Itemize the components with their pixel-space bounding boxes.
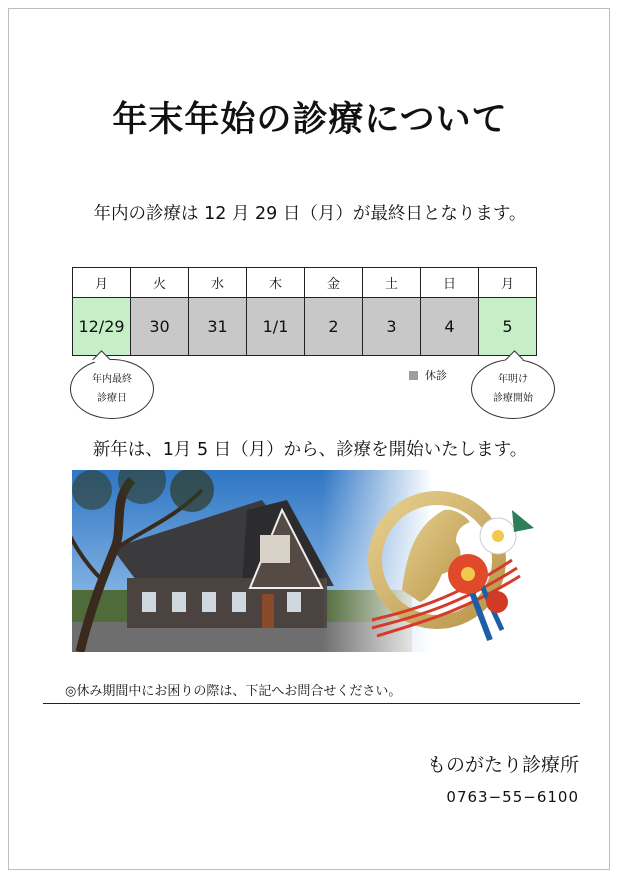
date-row bbox=[73, 298, 537, 356]
weekday-cell: 月 bbox=[73, 268, 131, 298]
weekday-cell: 月 bbox=[479, 268, 537, 298]
last-day-notice: 年内の診療は 12 月 29 日（月）が最終日となります。 bbox=[93, 204, 527, 224]
date-cell-closed: 31 bbox=[189, 298, 247, 356]
date-cell-closed: 30 bbox=[131, 298, 189, 356]
date-cell-closed: 1/1 bbox=[247, 298, 305, 356]
schedule-table bbox=[72, 267, 537, 356]
callout-text: 診療日 bbox=[97, 393, 127, 404]
contact-notice: ◎休み期間中にお困りの際は、下記へお問合せください。 bbox=[65, 684, 402, 699]
callout-text: 診療開始 bbox=[493, 393, 533, 404]
resume-notice: 新年は、1月 5 日（月）から、診療を開始いたします。 bbox=[92, 440, 528, 460]
weekday-cell: 土 bbox=[363, 268, 421, 298]
weekday-cell: 木 bbox=[247, 268, 305, 298]
weekday-row bbox=[73, 268, 537, 298]
callout-text: 年内最終 bbox=[92, 374, 132, 385]
clinic-name: ものがたり診療所 bbox=[426, 754, 579, 776]
date-cell-open: 12/29 bbox=[73, 298, 131, 356]
weekday-cell: 水 bbox=[189, 268, 247, 298]
date-cell-open: 5 bbox=[479, 298, 537, 356]
weekday-cell: 日 bbox=[421, 268, 479, 298]
legend-label: 休診 bbox=[425, 369, 447, 382]
clinic-photo-banner bbox=[72, 470, 550, 652]
weekday-cell: 金 bbox=[305, 268, 363, 298]
closed-legend bbox=[409, 367, 447, 383]
callout-text: 年明け bbox=[498, 374, 528, 385]
divider bbox=[43, 703, 580, 704]
date-cell-closed: 3 bbox=[363, 298, 421, 356]
date-cell-closed: 2 bbox=[305, 298, 363, 356]
page-title: 年末年始の診療について bbox=[112, 100, 508, 140]
weekday-cell: 火 bbox=[131, 268, 189, 298]
first-day-callout bbox=[471, 359, 555, 419]
date-cell-closed: 4 bbox=[421, 298, 479, 356]
last-day-callout bbox=[70, 359, 154, 419]
legend-swatch bbox=[409, 371, 418, 380]
clinic-phone: 0763−55−6100 bbox=[446, 788, 579, 806]
